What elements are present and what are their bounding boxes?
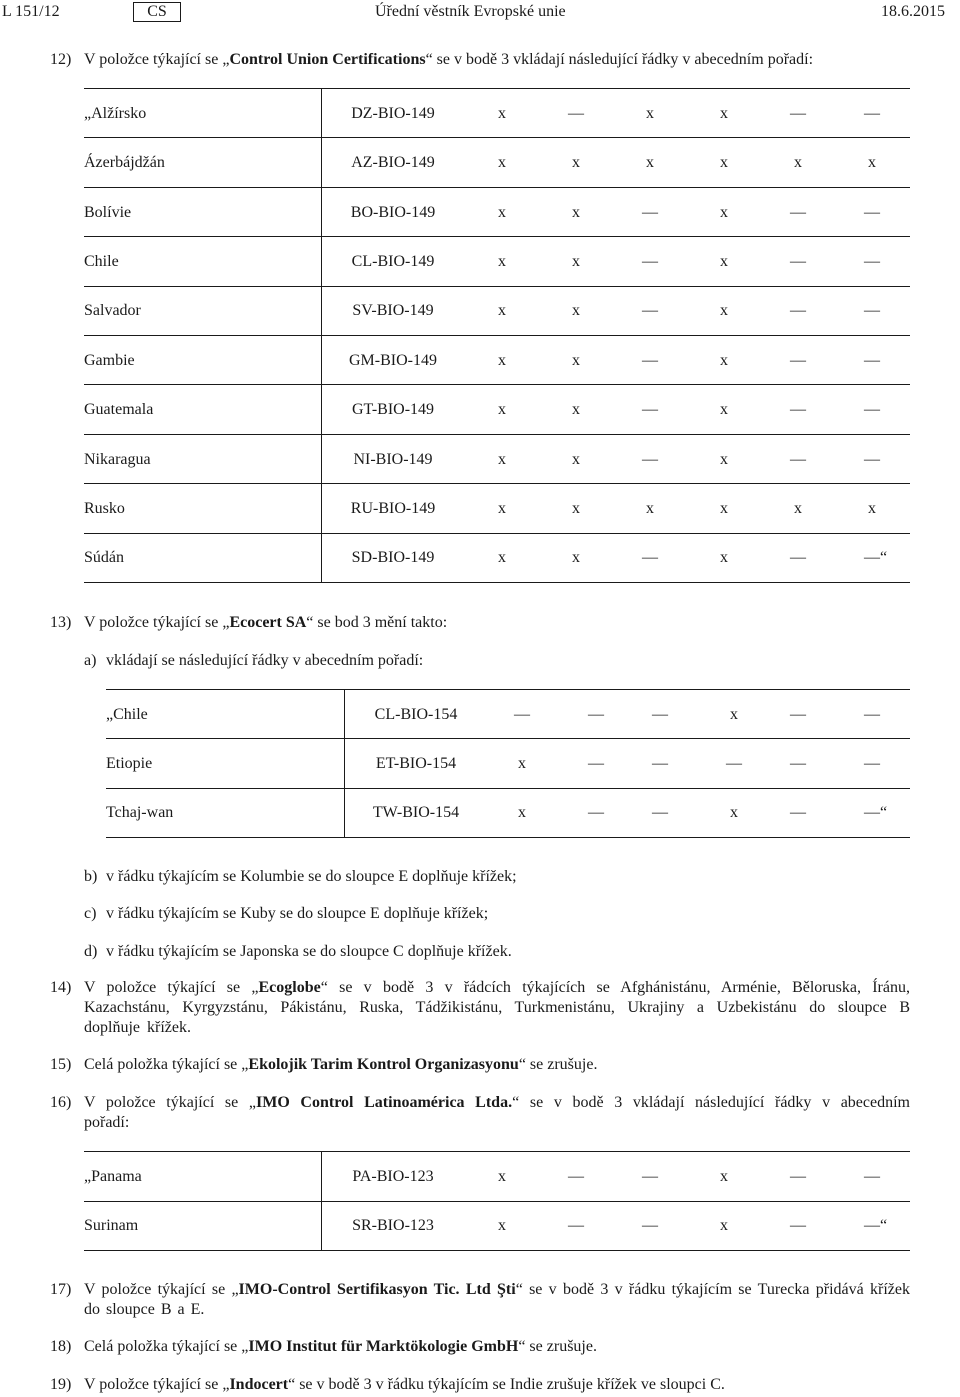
- control-body-code: AZ-BIO-149: [351, 154, 435, 172]
- country-name: Salvador: [84, 302, 141, 320]
- category-mark: —: [642, 1167, 658, 1185]
- category-mark: x: [572, 302, 580, 320]
- category-mark: —: [642, 549, 658, 567]
- item-19-body-name: Indocert: [229, 1376, 289, 1393]
- table-12-rule: [84, 187, 910, 188]
- item-17-text: [84, 1280, 910, 1320]
- category-mark: —: [790, 104, 806, 122]
- country-name: „Alžírsko: [84, 104, 147, 122]
- table-12-rule: [84, 88, 910, 89]
- category-mark: x: [498, 203, 506, 221]
- item-14-text: [84, 978, 910, 1038]
- table-13-column-divider: [344, 689, 345, 837]
- category-mark: —: [864, 104, 880, 122]
- table-12-rule: [84, 434, 910, 435]
- item-13a-text: vkládají se následující řádky v abecedním pořadí:: [106, 652, 424, 669]
- category-mark: —: [864, 302, 880, 320]
- category-mark: —: [864, 351, 880, 369]
- publication-date: 18.6.2015: [881, 3, 945, 20]
- country-name: Ázerbájdžán: [84, 154, 165, 172]
- item-15-number: 15): [50, 1056, 72, 1073]
- item-12-body-name: Control Union Certifications: [229, 51, 426, 68]
- category-mark: x: [730, 804, 738, 822]
- category-mark: x: [498, 104, 506, 122]
- item-13d-text: v řádku týkajícím se Japonska se do sloupce C doplňuje křížek.: [106, 943, 512, 960]
- category-mark: x: [498, 1217, 506, 1235]
- category-mark: —: [588, 804, 604, 822]
- category-mark: x: [498, 450, 506, 468]
- category-mark: x: [572, 203, 580, 221]
- category-mark: x: [572, 499, 580, 517]
- category-mark: —: [568, 1217, 584, 1235]
- category-mark: x: [868, 499, 876, 517]
- item-17-pre: V položce týkající se „: [84, 1281, 239, 1298]
- item-15-body-name: Ekolojik Tarim Kontrol Organizasyonu: [248, 1056, 519, 1073]
- country-name: Bolívie: [84, 203, 132, 221]
- control-body-code: DZ-BIO-149: [351, 104, 435, 122]
- language-code-box: [133, 2, 181, 22]
- category-mark: —: [642, 302, 658, 320]
- item-13-text: [84, 613, 447, 633]
- item-19-number: 19): [50, 1376, 72, 1393]
- category-mark: x: [572, 401, 580, 419]
- item-17-number: 17): [50, 1281, 72, 1298]
- table-12-rule: [84, 582, 910, 583]
- category-mark: —: [514, 705, 530, 723]
- control-body-code: BO-BIO-149: [350, 203, 436, 221]
- category-mark: x: [868, 154, 876, 172]
- category-mark: x: [720, 499, 728, 517]
- category-mark: —: [790, 1167, 806, 1185]
- category-mark: —: [790, 351, 806, 369]
- control-body-code: SR-BIO-123: [352, 1217, 434, 1235]
- category-mark: x: [518, 754, 526, 772]
- category-mark: —: [864, 754, 880, 772]
- item-18-pre: Celá položka týkající se „: [84, 1338, 249, 1355]
- page-reference: L 151/12: [2, 3, 60, 20]
- control-body-code: SD-BIO-149: [351, 549, 435, 567]
- category-mark: x: [720, 450, 728, 468]
- category-mark: —: [790, 754, 806, 772]
- category-mark: —: [652, 705, 668, 723]
- table-12-rule: [84, 335, 910, 336]
- item-17-body-name: IMO-Control Sertifikasyon Tic. Ltd Şti: [238, 1281, 516, 1298]
- category-mark: —: [790, 450, 806, 468]
- item-14-pre: V položce týkající se „: [84, 979, 259, 996]
- item-13-number: 13): [50, 614, 72, 631]
- category-mark: —“: [864, 1217, 888, 1235]
- item-18-body-name: IMO Institut für Marktökologie GmbH: [248, 1338, 519, 1355]
- category-mark: x: [498, 351, 506, 369]
- country-name: „Panama: [84, 1167, 142, 1185]
- category-mark: x: [646, 499, 654, 517]
- category-mark: —: [642, 203, 658, 221]
- country-name: Guatemala: [84, 401, 154, 419]
- category-mark: x: [498, 549, 506, 567]
- category-mark: —: [864, 203, 880, 221]
- category-mark: —: [652, 754, 668, 772]
- category-mark: —: [726, 754, 742, 772]
- control-body-code: PA-BIO-123: [352, 1167, 434, 1185]
- item-14-number: 14): [50, 979, 72, 996]
- table-13-rule: [106, 837, 910, 838]
- category-mark: —: [790, 401, 806, 419]
- item-12-number: 12): [50, 51, 72, 68]
- category-mark: —: [642, 1217, 658, 1235]
- item-14-post: “ se v bodě 3 v řádcích týkajících se Afghánistánu, Arménie, Běloruska, Íránu, Kazachstánu, Kyrgyzstánu, Pákistánu, Ruska, Tádžikistánu, Turkmenistánu, Ukrajiny a Uzbekistánu do sloupce B doplňuje křížek.: [84, 979, 910, 1036]
- category-mark: x: [572, 351, 580, 369]
- country-name: Nikaragua: [84, 450, 151, 468]
- control-body-code: TW-BIO-154: [372, 804, 460, 822]
- category-mark: —: [790, 804, 806, 822]
- table-12-rule: [84, 533, 910, 534]
- item-13-post: “ se bod 3 mění takto:: [306, 614, 448, 631]
- category-mark: —: [864, 401, 880, 419]
- category-mark: —“: [864, 549, 888, 567]
- category-mark: x: [720, 549, 728, 567]
- category-mark: x: [498, 302, 506, 320]
- table-12-rule: [84, 137, 910, 138]
- country-name: Tchaj-wan: [106, 804, 174, 822]
- country-name: Surinam: [84, 1217, 139, 1235]
- item-12-post: “ se v bodě 3 vkládají následující řádky v abecedním pořadí:: [425, 51, 814, 68]
- category-mark: —: [790, 549, 806, 567]
- category-mark: x: [498, 499, 506, 517]
- table-16-rule: [84, 1151, 910, 1152]
- category-mark: x: [572, 154, 580, 172]
- category-mark: —: [790, 302, 806, 320]
- category-mark: x: [572, 252, 580, 270]
- item-13d-label: d): [84, 943, 98, 960]
- category-mark: x: [518, 804, 526, 822]
- item-16-body-name: IMO Control Latinoamérica Ltda.: [256, 1094, 513, 1111]
- item-16-post: “ se v bodě 3 vkládají následující řádky v abecedním pořadí:: [84, 1094, 911, 1131]
- category-mark: x: [720, 203, 728, 221]
- control-body-code: NI-BIO-149: [353, 450, 433, 468]
- category-mark: x: [720, 401, 728, 419]
- category-mark: x: [498, 1167, 506, 1185]
- category-mark: —: [642, 252, 658, 270]
- item-19-pre: V položce týkající se „: [84, 1376, 230, 1393]
- category-mark: x: [720, 1167, 728, 1185]
- category-mark: —: [588, 705, 604, 723]
- item-19-post: “ se v bodě 3 v řádku týkajícím se Indie zrušuje křížek ve sloupci C.: [288, 1376, 725, 1393]
- table-12-rule: [84, 286, 910, 287]
- item-13-pre: V položce týkající se „: [84, 614, 230, 631]
- table-16-rule: [84, 1250, 910, 1251]
- category-mark: —: [790, 1217, 806, 1235]
- category-mark: —: [864, 450, 880, 468]
- table-16-rule: [84, 1201, 910, 1202]
- item-16-pre: V položce týkající se „: [84, 1094, 257, 1111]
- category-mark: x: [720, 351, 728, 369]
- item-18-post: “ se zrušuje.: [518, 1338, 597, 1355]
- category-mark: —: [642, 351, 658, 369]
- item-18-text: [84, 1337, 597, 1357]
- category-mark: x: [720, 252, 728, 270]
- control-body-code: CL-BIO-154: [374, 705, 458, 723]
- category-mark: x: [572, 549, 580, 567]
- country-name: Súdán: [84, 549, 124, 567]
- category-mark: —: [790, 705, 806, 723]
- item-16-number: 16): [50, 1094, 72, 1111]
- item-14-body-name: Ecoglobe: [258, 979, 321, 996]
- category-mark: —: [864, 252, 880, 270]
- table-12-rule: [84, 483, 910, 484]
- category-mark: x: [498, 401, 506, 419]
- category-mark: —: [568, 1167, 584, 1185]
- category-mark: x: [720, 1217, 728, 1235]
- control-body-code: SV-BIO-149: [352, 302, 434, 320]
- control-body-code: ET-BIO-154: [375, 754, 457, 772]
- table-12-column-divider: [321, 88, 322, 582]
- category-mark: x: [720, 104, 728, 122]
- category-mark: x: [794, 154, 802, 172]
- category-mark: —: [652, 804, 668, 822]
- control-body-code: GT-BIO-149: [351, 401, 435, 419]
- item-19-text: [84, 1375, 725, 1395]
- table-13-rule: [106, 788, 910, 789]
- country-name: Etiopie: [106, 754, 153, 772]
- category-mark: x: [572, 450, 580, 468]
- table-13-rule: [106, 738, 910, 739]
- category-mark: —“: [864, 804, 888, 822]
- country-name: Gambie: [84, 351, 135, 369]
- item-15-post: “ se zrušuje.: [518, 1056, 598, 1073]
- item-13b-text: v řádku týkajícím se Kolumbie se do sloupce E doplňuje křížek;: [106, 868, 517, 885]
- item-17-post: “ se v bodě 3 v řádku týkajícím se Turecka přidává křížek do sloupce B a E.: [84, 1281, 910, 1318]
- language-code: CS: [147, 3, 167, 20]
- journal-title: Úřední věstník Evropské unie: [375, 3, 566, 20]
- category-mark: —: [864, 1167, 880, 1185]
- category-mark: x: [498, 252, 506, 270]
- control-body-code: GM-BIO-149: [349, 351, 437, 369]
- category-mark: x: [646, 104, 654, 122]
- table-12-rule: [84, 236, 910, 237]
- control-body-code: CL-BIO-149: [351, 252, 435, 270]
- category-mark: —: [790, 203, 806, 221]
- item-13c-label: c): [84, 905, 97, 922]
- category-mark: —: [588, 754, 604, 772]
- category-mark: x: [720, 302, 728, 320]
- category-mark: —: [568, 104, 584, 122]
- category-mark: x: [730, 705, 738, 723]
- item-15-pre: Celá položka týkající se „: [84, 1056, 249, 1073]
- category-mark: x: [794, 499, 802, 517]
- item-16-text: [84, 1093, 910, 1133]
- control-body-code: RU-BIO-149: [350, 499, 436, 517]
- category-mark: —: [864, 705, 880, 723]
- category-mark: —: [790, 252, 806, 270]
- table-13-rule: [106, 689, 910, 690]
- category-mark: —: [642, 401, 658, 419]
- table-16-column-divider: [321, 1151, 322, 1250]
- country-name: Rusko: [84, 499, 125, 517]
- category-mark: —: [642, 450, 658, 468]
- item-15-text: [84, 1055, 597, 1075]
- item-18-number: 18): [50, 1338, 72, 1355]
- category-mark: x: [498, 154, 506, 172]
- country-name: Chile: [84, 252, 119, 270]
- item-13b-label: b): [84, 868, 98, 885]
- category-mark: x: [720, 154, 728, 172]
- item-12-text: [84, 50, 813, 70]
- category-mark: x: [646, 154, 654, 172]
- item-12-pre: V položce týkající se „: [84, 51, 230, 68]
- item-13a-label: a): [84, 652, 97, 669]
- item-13c-text: v řádku týkajícím se Kuby se do sloupce E doplňuje křížek;: [106, 905, 489, 922]
- country-name: „Chile: [106, 705, 148, 723]
- item-13-body-name: Ecocert SA: [229, 614, 307, 631]
- table-12-rule: [84, 384, 910, 385]
